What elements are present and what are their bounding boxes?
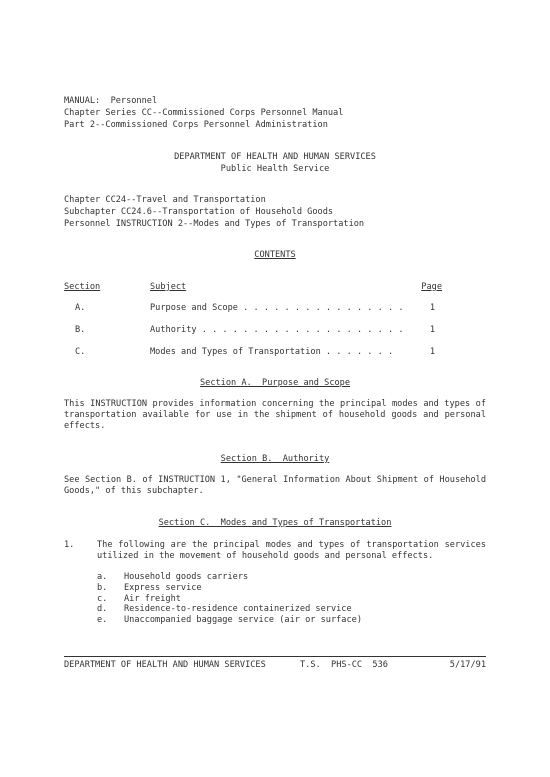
list-item-text: Unaccompanied baggage service (air or surface) xyxy=(124,615,362,625)
contents-col-section: Section xyxy=(64,282,101,292)
service-name: Public Health Service xyxy=(220,164,330,174)
contents-row-subject: Authority . . . . . . . . . . . . . . . . . . . . xyxy=(150,325,404,335)
chapter-series-line: Chapter Series CC--Commissioned Corps Personnel Manual xyxy=(64,108,344,118)
contents-row-subject: Purpose and Scope . . . . . . . . . . . . . . . . xyxy=(150,303,404,313)
section-c-heading: Section C. Modes and Types of Transportation xyxy=(158,518,392,528)
list-item-text: Express service xyxy=(124,583,202,593)
footer-department: DEPARTMENT OF HEALTH AND HUMAN SERVICES xyxy=(64,660,266,670)
contents-row-section: B. xyxy=(75,325,86,335)
contents-row-page: 1 xyxy=(429,303,435,313)
contents-col-page: Page xyxy=(421,282,442,292)
list-item-text: Residence-to-residence containerized service xyxy=(124,604,352,614)
contents-row-section: A. xyxy=(75,303,86,313)
list-item-letter: c. xyxy=(97,594,108,604)
subchapter-line: Subchapter CC24.6--Transportation of Household Goods xyxy=(64,207,334,217)
list-item-letter: b. xyxy=(97,583,108,593)
chapter-line: Chapter CC24--Travel and Transportation xyxy=(64,195,266,205)
part-line: Part 2--Commissioned Corps Personnel Administration xyxy=(64,120,328,130)
list-item-letter: a. xyxy=(97,572,108,582)
section-b-heading: Section B. Authority xyxy=(220,454,330,464)
footer-rule xyxy=(64,656,486,657)
footer-date: 5/17/91 xyxy=(449,660,486,670)
contents-row-section: C. xyxy=(75,347,86,357)
list-item-letter: d. xyxy=(97,604,108,614)
item-number: 1. xyxy=(64,540,75,550)
footer-transmittal: T.S. PHS-CC 536 xyxy=(300,660,388,670)
item-text: The following are the principal modes and types of transportation services utilized in the movement of household goods and personal effects. xyxy=(97,540,486,562)
list-item-letter: e. xyxy=(97,615,108,625)
list-item-text: Household goods carriers xyxy=(124,572,249,582)
contents-col-subject: Subject xyxy=(150,282,187,292)
contents-title: CONTENTS xyxy=(254,250,296,260)
department-name: DEPARTMENT OF HEALTH AND HUMAN SERVICES xyxy=(174,152,376,162)
manual-line: MANUAL: Personnel xyxy=(64,96,158,106)
section-a-text: This INSTRUCTION provides information concerning the principal modes and types of transportation available for use in the shipment of household goods and personal effects. xyxy=(64,399,486,432)
instruction-line: Personnel INSTRUCTION 2--Modes and Types of Transportation xyxy=(64,219,365,229)
section-a-heading: Section A. Purpose and Scope xyxy=(199,378,351,388)
contents-row-page: 1 xyxy=(429,325,435,335)
contents-row-subject: Modes and Types of Transportation . . . . . . . xyxy=(150,347,394,357)
list-item-text: Air freight xyxy=(124,594,181,604)
contents-row-page: 1 xyxy=(429,347,435,357)
section-b-text: See Section B. of INSTRUCTION 1, "General Information About Shipment of Household Goods," of this subchapter. xyxy=(64,475,486,497)
